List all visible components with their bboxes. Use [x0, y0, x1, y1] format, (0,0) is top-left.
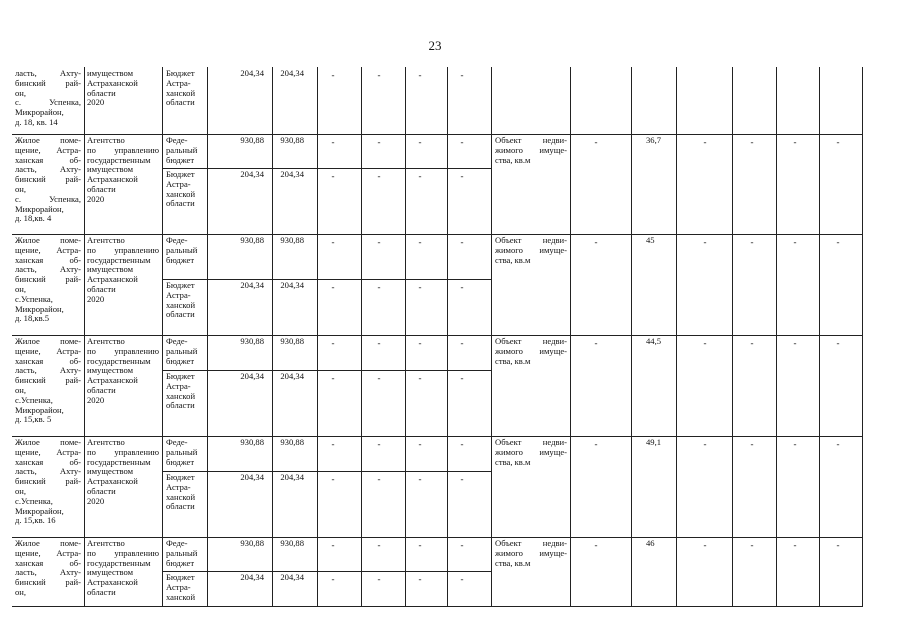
- table-row-5-object-line: бинский рай-: [15, 476, 81, 487]
- table-row-1-regional-amount-1: 204,34: [240, 68, 264, 78]
- table-row-4-agency: [87, 337, 159, 406]
- table-row-3-regional-empty-cell: -: [418, 282, 422, 292]
- table-row-2-regional-source: [166, 170, 206, 209]
- table-row-2-federal-empty-cell: -: [460, 137, 464, 147]
- table-row-3-federal-amount-1: 930,88: [240, 235, 264, 245]
- table-row-4-agency-line: 2020: [87, 394, 105, 405]
- table-row-3-agency-line: 2020: [87, 293, 105, 304]
- table-row-4-agency-line: по управлению: [87, 345, 159, 356]
- table-row-6-property-empty-cell: -: [836, 540, 840, 550]
- table-row-2-agency-line: Агентство: [87, 135, 125, 145]
- table-row-5-federal-amount-2: 930,88: [280, 437, 304, 447]
- table-row-5-agency-line: по управлению: [87, 446, 159, 457]
- table-row-5-regional-empty-cell: -: [377, 474, 381, 484]
- table-row-5-federal-source: [166, 438, 206, 467]
- table-row-4-object-line: ханская об-: [15, 355, 81, 366]
- table-row-5-object-line: с.Успенка,: [15, 495, 53, 506]
- table-row-4-object-line: Микрорайон,: [15, 404, 64, 415]
- table-row-4-object-line: бинский рай-: [15, 375, 81, 386]
- table-row-5-agency-line: области: [87, 485, 116, 496]
- table-row-1-object: [15, 69, 81, 128]
- table-row-4-object-line: с.Успенка,: [15, 394, 53, 405]
- table-row-1-object-line: бинский рай-: [15, 77, 81, 88]
- table-row-6-property-type-line: жимого имуще-: [495, 547, 567, 558]
- table-row-4-object-line: ласть, Ахту-: [15, 365, 81, 376]
- table-row-2-regional-source-line: ханской: [166, 188, 196, 199]
- table-row-3-object-line: он,: [15, 283, 27, 294]
- table-row-5-federal-empty-cell: -: [331, 439, 335, 449]
- table-row-6-property-type-line: ства, кв.м: [495, 557, 531, 568]
- table-row-5-federal-empty-cell: -: [418, 439, 422, 449]
- table-row-2-object-line: он,: [15, 183, 27, 194]
- table-row-6-regional-empty-cell: -: [460, 574, 464, 584]
- table-row-3-property-empty-cell: -: [836, 237, 840, 247]
- table-row-4-property-type-line: жимого имуще-: [495, 345, 567, 356]
- table-row-4-agency-line: государственным: [87, 355, 151, 366]
- table-row-2-object-line: ханская об-: [15, 154, 81, 165]
- table-row-5-federal-source-line: Феде-: [166, 437, 188, 447]
- table-row-6-regional-amount-2: 204,34: [280, 572, 304, 582]
- table-row-3-federal-source-line: ральный: [166, 244, 198, 255]
- table-row-6-federal-amount-1: 930,88: [240, 538, 264, 548]
- table-row-6-regional-empty-cell: -: [377, 574, 381, 584]
- table-row-1-object-line: ласть, Ахту-: [15, 68, 81, 78]
- table-row-6-property-type: [495, 539, 567, 568]
- table-row-1-agency-line: области: [87, 87, 116, 98]
- table-row-6-agency-line: имуществом: [87, 567, 134, 578]
- table-row-2-property-type: [495, 136, 567, 165]
- table-row-4-regional-source-line: ханской: [166, 390, 196, 401]
- table-row-2-object: [15, 136, 81, 224]
- table-row-4-regional-source: [166, 372, 206, 411]
- table-row-1-agency-line: Астраханской: [87, 77, 138, 88]
- table-row-5-regional-source-line: области: [166, 501, 195, 512]
- table-row-2-agency-line: Астраханской: [87, 174, 138, 185]
- table-row-1-object-line: он,: [15, 87, 27, 98]
- table-row-3-object-line: щение, Астра-: [15, 244, 81, 255]
- table-row-5-property-type-line: Объект недви-: [495, 437, 567, 447]
- table-row-6-property-empty-cell: -: [703, 540, 707, 550]
- table-row-4-regional-source-line: Бюджет: [166, 371, 195, 381]
- table-row-2-regional-source-line: Астра-: [166, 178, 191, 189]
- table-row-3-regional-empty-cell: -: [460, 282, 464, 292]
- table-row-1-agency-line: имуществом: [87, 68, 134, 78]
- page-number: 23: [428, 38, 442, 53]
- table-row-5-object-line: Микрорайон,: [15, 505, 64, 516]
- table-row-3-federal-source: [166, 236, 206, 265]
- table-row-3-object-line: Микрорайон,: [15, 303, 64, 314]
- table-row-2-property-empty-cell: -: [793, 137, 797, 147]
- table-row-4-federal-source: [166, 337, 206, 366]
- table-row-2-property-empty-cell: -: [750, 137, 754, 147]
- table-row-5-regional-source-line: ханской: [166, 491, 196, 502]
- table-row-6-object-line: бинский рай-: [15, 577, 81, 588]
- table-row-4-regional-empty-cell: -: [418, 373, 422, 383]
- table-row-3-agency-line: имуществом: [87, 264, 134, 275]
- table-row-2-property-type-line: Объект недви-: [495, 135, 567, 145]
- table-row-5-object-line: он,: [15, 485, 27, 496]
- table-row-4-property-type-line: Объект недви-: [495, 336, 567, 346]
- table-row-4-regional-amount-2: 204,34: [280, 371, 304, 381]
- table-row-3-agency-line: по управлению: [87, 244, 159, 255]
- table-row-5-property-empty-cell: -: [793, 439, 797, 449]
- table-row-5-federal-amount-1: 930,88: [240, 437, 264, 447]
- table-row-1-regional-source: [166, 69, 206, 108]
- table-row-3-federal-empty-cell: -: [418, 237, 422, 247]
- table-row-3-federal-amount-2: 930,88: [280, 235, 304, 245]
- table-row-5-regional-amount-1: 204,34: [240, 472, 264, 482]
- table-row-5-federal-source-line: ральный: [166, 446, 198, 457]
- table-row-6-property-empty-cell: -: [793, 540, 797, 550]
- table-row-4-regional-source-line: Астра-: [166, 380, 191, 391]
- table-row-5-federal-source-line: бюджет: [166, 456, 195, 467]
- table-row-5-federal-empty-cell: -: [377, 439, 381, 449]
- table-row-2-federal-empty-cell: -: [418, 137, 422, 147]
- table-row-3-agency-line: Агентство: [87, 235, 125, 245]
- table-row-4-property-empty-cell: -: [750, 338, 754, 348]
- table-row-5-property-area: 49,1: [646, 437, 662, 447]
- table-row-5-regional-source-line: Бюджет: [166, 472, 195, 482]
- table-row-6-property-empty-cell: -: [594, 540, 598, 550]
- table-row-6-federal-empty-cell: -: [377, 540, 381, 550]
- table-row-6-agency-line: Агентство: [87, 538, 125, 548]
- table-row-4-agency-line: Агентство: [87, 336, 125, 346]
- table-row-6-object: [15, 539, 81, 598]
- table-row-5-object-line: Жилое поме-: [15, 437, 81, 447]
- table-row-5-object-line: щение, Астра-: [15, 446, 81, 457]
- table-row-3-federal-empty-cell: -: [377, 237, 381, 247]
- table-row-2-agency-line: по управлению: [87, 144, 159, 155]
- table-row-1-regional-source-line: Астра-: [166, 77, 191, 88]
- table-row-6-federal-source-line: Феде-: [166, 538, 188, 548]
- table-row-1-regional-amount-2: 204,34: [280, 68, 304, 78]
- table-row-3-regional-empty-cell: -: [377, 282, 381, 292]
- table-row-6-federal-empty-cell: -: [331, 540, 335, 550]
- table-row-1-agency: [87, 69, 159, 108]
- table-row-6-object-line: он,: [15, 586, 27, 597]
- table-row-3-property-empty-cell: -: [750, 237, 754, 247]
- table-row-3-object-line: бинский рай-: [15, 274, 81, 285]
- table-row-1-object-line: д. 18, кв. 14: [15, 116, 58, 127]
- table-row-6-object-line: ласть, Ахту-: [15, 567, 81, 578]
- table-row-4-federal-empty-cell: -: [331, 338, 335, 348]
- table-row-5-agency-line: 2020: [87, 495, 105, 506]
- table-row-5-regional-empty-cell: -: [460, 474, 464, 484]
- table-row-2-object-line: ласть, Ахту-: [15, 164, 81, 175]
- table-row-3-object: [15, 236, 81, 324]
- table-row-1-regional-empty-cell: -: [331, 70, 335, 80]
- table-row-2-property-type-line: жимого имуще-: [495, 144, 567, 155]
- table-row-6-federal-source: [166, 539, 206, 568]
- table-row-1-object-line: с. Успенка,: [15, 97, 81, 108]
- table-row-3-property-empty-cell: -: [703, 237, 707, 247]
- table-row-6-agency-line: области: [87, 586, 116, 597]
- table-row-2-federal-amount-2: 930,88: [280, 135, 304, 145]
- table-row-4-property-area: 44,5: [646, 336, 662, 346]
- table-row-3-federal-source-line: бюджет: [166, 254, 195, 265]
- table-row-5-property-empty-cell: -: [703, 439, 707, 449]
- table-row-5-agency-line: Астраханской: [87, 476, 138, 487]
- table-row-3-regional-amount-2: 204,34: [280, 280, 304, 290]
- table-row-3-regional-source-line: Астра-: [166, 289, 191, 300]
- table-row-5-object-line: ханская об-: [15, 456, 81, 467]
- table-row-2-federal-amount-1: 930,88: [240, 135, 264, 145]
- table-row-6-agency-line: по управлению: [87, 547, 159, 558]
- table-row-2-object-line: Жилое поме-: [15, 135, 81, 145]
- table-row-2-agency: [87, 136, 159, 205]
- table-row-5-agency: [87, 438, 159, 507]
- table-row-2-regional-source-line: области: [166, 198, 195, 209]
- table-row-2-regional-empty-cell: -: [331, 171, 335, 181]
- table-row-2-object-line: с. Успенка,: [15, 193, 81, 204]
- table-row-4-property-empty-cell: -: [594, 338, 598, 348]
- table-row-2-regional-empty-cell: -: [418, 171, 422, 181]
- table-row-3-federal-empty-cell: -: [331, 237, 335, 247]
- table-row-3-object-line: д. 18,кв.5: [15, 313, 50, 324]
- table-row-4-object-line: щение, Астра-: [15, 345, 81, 356]
- table-row-3-property-type: [495, 236, 567, 265]
- table-row-5-property-type-line: ства, кв.м: [495, 456, 531, 467]
- table-row-2-federal-source-line: Феде-: [166, 135, 188, 145]
- table-row-2-federal-source-line: ральный: [166, 144, 198, 155]
- table-row-3-regional-empty-cell: -: [331, 282, 335, 292]
- table-row-4-object-line: Жилое поме-: [15, 336, 81, 346]
- table-row-6-agency: [87, 539, 159, 598]
- table-row-3-regional-source: [166, 281, 206, 320]
- table-row-6-federal-source-line: бюджет: [166, 557, 195, 568]
- table-row-3-agency-line: государственным: [87, 254, 151, 265]
- table-row-4-property-type: [495, 337, 567, 366]
- table-row-6-regional-source-line: Астра-: [166, 581, 191, 592]
- table-row-6-object-line: ханская об-: [15, 557, 81, 568]
- table-row-6-federal-source-line: ральный: [166, 547, 198, 558]
- table-row-2-object-line: Микрорайон,: [15, 203, 64, 214]
- table-row-6-property-empty-cell: -: [750, 540, 754, 550]
- table-row-5-object-line: ласть, Ахту-: [15, 466, 81, 477]
- table-row-2-object-line: бинский рай-: [15, 174, 81, 185]
- table-row-3-property-type-line: жимого имуще-: [495, 244, 567, 255]
- table-row-3-regional-source-line: ханской: [166, 299, 196, 310]
- table-row-5-agency-line: имуществом: [87, 466, 134, 477]
- table-row-6-regional-empty-cell: -: [418, 574, 422, 584]
- table-row-4-agency-line: Астраханской: [87, 375, 138, 386]
- table-row-6-agency-line: Астраханской: [87, 577, 138, 588]
- table-row-2-property-empty-cell: -: [703, 137, 707, 147]
- table-row-4-regional-amount-1: 204,34: [240, 371, 264, 381]
- table-row-5-property-type: [495, 438, 567, 467]
- table-row-3-property-empty-cell: -: [793, 237, 797, 247]
- table-row-4-regional-empty-cell: -: [331, 373, 335, 383]
- table-row-3-agency-line: области: [87, 283, 116, 294]
- table-row-2-object-line: д. 18,кв. 4: [15, 213, 52, 224]
- table-row-6-regional-empty-cell: -: [331, 574, 335, 584]
- table-row-2-agency-line: имуществом: [87, 164, 134, 175]
- table-row-2-regional-amount-2: 204,34: [280, 169, 304, 179]
- table-row-2-property-empty-cell: -: [836, 137, 840, 147]
- table-row-5-regional-source-line: Астра-: [166, 481, 191, 492]
- table-row-4-property-empty-cell: -: [703, 338, 707, 348]
- table-row-2-object-line: щение, Астра-: [15, 144, 81, 155]
- table-row-3-regional-source-line: Бюджет: [166, 280, 195, 290]
- table-row-2-property-empty-cell: -: [594, 137, 598, 147]
- table-row-5-federal-empty-cell: -: [460, 439, 464, 449]
- table-row-6-object-line: Жилое поме-: [15, 538, 81, 548]
- table-row-5-regional-amount-2: 204,34: [280, 472, 304, 482]
- table-row-6-regional-amount-1: 204,34: [240, 572, 264, 582]
- table-row-6-regional-source: [166, 573, 206, 602]
- table-row-2-federal-source-line: бюджет: [166, 154, 195, 165]
- table-row-3-object-line: ханская об-: [15, 254, 81, 265]
- table-row-4-federal-source-line: ральный: [166, 345, 198, 356]
- table-row-5-regional-empty-cell: -: [331, 474, 335, 484]
- table-row-4-agency-line: области: [87, 384, 116, 395]
- table-row-2-federal-empty-cell: -: [377, 137, 381, 147]
- table-row-6-object-line: щение, Астра-: [15, 547, 81, 558]
- table-row-2-regional-source-line: Бюджет: [166, 169, 195, 179]
- table-row-4-federal-amount-1: 930,88: [240, 336, 264, 346]
- table-row-3-property-type-line: Объект недви-: [495, 235, 567, 245]
- table-row-2-property-type-line: ства, кв.м: [495, 154, 531, 165]
- table-row-5-object: [15, 438, 81, 526]
- table-row-3-object-line: Жилое поме-: [15, 235, 81, 245]
- table-row-3-property-area: 45: [646, 235, 655, 245]
- table-row-6-regional-source-line: ханской: [166, 591, 196, 602]
- table-row-2-agency-line: 2020: [87, 193, 105, 204]
- table-row-1-regional-empty-cell: -: [418, 70, 422, 80]
- table-row-2-federal-empty-cell: -: [331, 137, 335, 147]
- table-row-1-regional-source-line: области: [166, 97, 195, 108]
- table-row-3-federal-source-line: Феде-: [166, 235, 188, 245]
- table-row-6-property-area: 46: [646, 538, 655, 548]
- table-row-5-property-empty-cell: -: [750, 439, 754, 449]
- table-row-2-regional-empty-cell: -: [377, 171, 381, 181]
- table-row-4-object-line: он,: [15, 384, 27, 395]
- table-row-1-regional-source-line: Бюджет: [166, 68, 195, 78]
- table-row-1-object-line: Микрорайон,: [15, 107, 64, 118]
- table-row-2-property-area: 36,7: [646, 135, 662, 145]
- table-row-4-federal-source-line: бюджет: [166, 355, 195, 366]
- table-row-6-federal-empty-cell: -: [460, 540, 464, 550]
- table-row-6-agency-line: государственным: [87, 557, 151, 568]
- table-row-3-regional-source-line: области: [166, 309, 195, 320]
- table-row-5-property-empty-cell: -: [836, 439, 840, 449]
- table-row-2-agency-line: государственным: [87, 154, 151, 165]
- table-row-3-regional-amount-1: 204,34: [240, 280, 264, 290]
- table-row-6-property-type-line: Объект недви-: [495, 538, 567, 548]
- table-row-2-federal-source: [166, 136, 206, 165]
- table-row-3-object-line: ласть, Ахту-: [15, 264, 81, 275]
- table-row-6-federal-empty-cell: -: [418, 540, 422, 550]
- table-row-3-object-line: с.Успенка,: [15, 293, 53, 304]
- table-row-4-object-line: д. 15,кв. 5: [15, 414, 52, 425]
- table-row-4-property-type-line: ства, кв.м: [495, 355, 531, 366]
- table-row-4-federal-empty-cell: -: [460, 338, 464, 348]
- table-row-1-regional-empty-cell: -: [460, 70, 464, 80]
- table-row-5-agency-line: государственным: [87, 456, 151, 467]
- table-row-4-federal-empty-cell: -: [418, 338, 422, 348]
- table-row-4-federal-empty-cell: -: [377, 338, 381, 348]
- table-row-5-agency-line: Агентство: [87, 437, 125, 447]
- table-row-4-regional-empty-cell: -: [460, 373, 464, 383]
- table-row-1-regional-source-line: ханской: [166, 87, 196, 98]
- table-row-4-object: [15, 337, 81, 425]
- table-row-3-agency-line: Астраханской: [87, 274, 138, 285]
- table-row-2-regional-empty-cell: -: [460, 171, 464, 181]
- table-row-1-regional-empty-cell: -: [377, 70, 381, 80]
- table-row-4-regional-empty-cell: -: [377, 373, 381, 383]
- table-row-3-agency: [87, 236, 159, 305]
- table-row-3-property-type-line: ства, кв.м: [495, 254, 531, 265]
- table-row-4-federal-source-line: Феде-: [166, 336, 188, 346]
- table-row-5-regional-source: [166, 473, 206, 512]
- table-row-5-regional-empty-cell: -: [418, 474, 422, 484]
- table-row-3-property-empty-cell: -: [594, 237, 598, 247]
- table-row-3-federal-empty-cell: -: [460, 237, 464, 247]
- table-row-1-agency-line: 2020: [87, 97, 105, 108]
- table-row-4-property-empty-cell: -: [793, 338, 797, 348]
- table-row-5-property-empty-cell: -: [594, 439, 598, 449]
- table-row-6-federal-amount-2: 930,88: [280, 538, 304, 548]
- table-row-4-property-empty-cell: -: [836, 338, 840, 348]
- table-row-2-regional-amount-1: 204,34: [240, 169, 264, 179]
- table-row-4-agency-line: имуществом: [87, 365, 134, 376]
- table-row-2-agency-line: области: [87, 183, 116, 194]
- table-row-4-regional-source-line: области: [166, 400, 195, 411]
- table-row-5-property-type-line: жимого имуще-: [495, 446, 567, 457]
- table-row-5-object-line: д. 15,кв. 16: [15, 515, 56, 526]
- table-row-4-federal-amount-2: 930,88: [280, 336, 304, 346]
- table-row-6-regional-source-line: Бюджет: [166, 572, 195, 582]
